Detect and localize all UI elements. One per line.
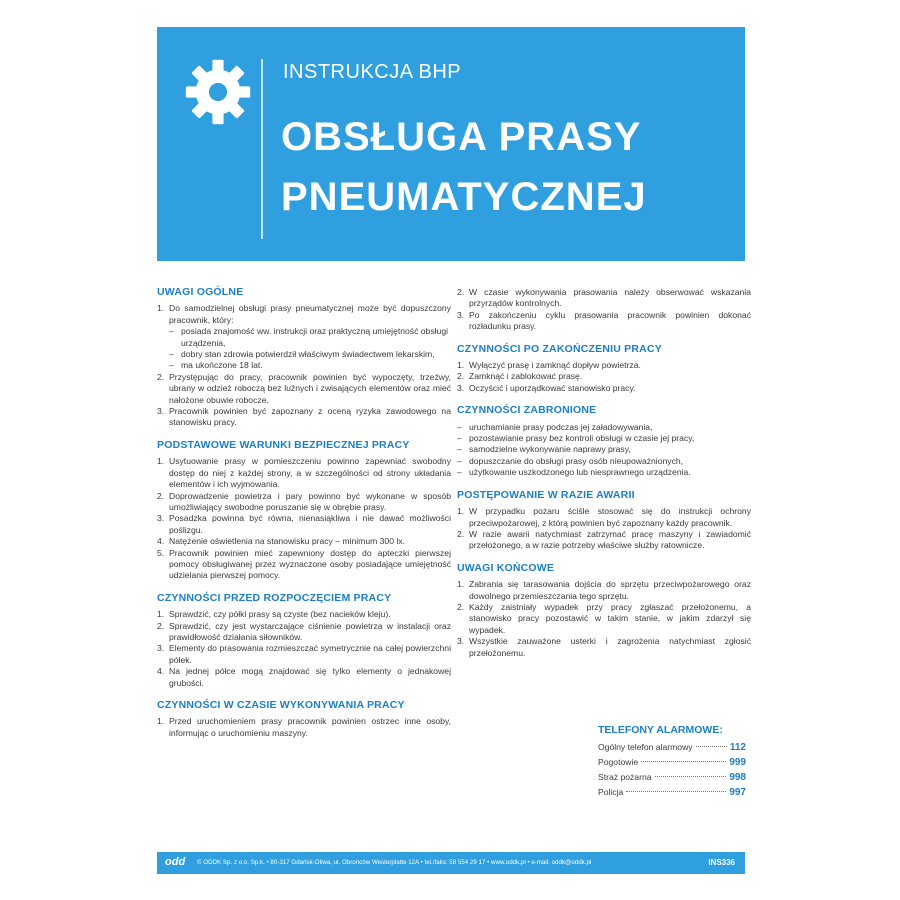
- list-item: 1. Do samodzielnej obsługi prasy pneumatycznej może być dopuszczony pracownik, który:: [157, 303, 451, 325]
- list-subitem: – ma ukończone 18 lat.: [169, 360, 263, 371]
- list-item: 2. W razie awarii natychmiast zatrzymać pracę maszyny i zawiadomić przełożonego, a w razie potrzeby właściwe służby ratownicze.: [457, 528, 751, 551]
- list-item: 3. Pracownik powinien być zapoznany z oceną ryzyka zawodowego na stanowisku pracy.: [157, 406, 451, 428]
- list-item: 2. Każdy zaistniały wypadek przy pracy zgłaszać przełożonemu, a stanowisko pracy pozostawić w takim stanie, w jakim zdarzył się wypadek.: [457, 601, 751, 635]
- phone-row: Straż pożarna 998: [598, 772, 746, 783]
- right-column: [457, 287, 751, 670]
- section-heading: PODSTAWOWE WARUNKI BEZPIECZNEJ PRACY: [157, 438, 410, 451]
- list-item: 3. Wszystkie zauważone usterki i zagrożenia natychmiast zgłosić przełożonemu.: [457, 636, 751, 658]
- title-line-2: PNEUMATYCZNEJ: [281, 175, 647, 219]
- section-heading: UWAGI OGÓLNE: [157, 286, 244, 298]
- title-line-1: OBSŁUGA PRASY: [281, 115, 642, 159]
- section-w-czasie-pracy: [157, 700, 451, 739]
- emergency-phones: [598, 724, 746, 802]
- list-item: 4. Natężenie oświetlenia na stanowisku pracy – minimum 300 lx.: [157, 536, 405, 547]
- list-item: 3. Elementy do prasowania rozmieszczać symetrycznie na całej powierzchni półek.: [157, 643, 451, 665]
- list-item: – samodzielne wykonywanie naprawy prasy,: [457, 444, 631, 455]
- section-przed-rozpoczeciem: [157, 593, 451, 689]
- section-heading: CZYNNOŚCI W CZASIE WYKONYWANIA PRACY: [157, 699, 405, 711]
- list-item: 1. W przypadku pożaru ściśle stosować się do instrukcji ochrony przeciwpożarowej, z którą powinien być zapoznany każdy pracownik.: [457, 506, 751, 528]
- publisher-logo: odd: [165, 856, 186, 868]
- section-heading: CZYNNOŚCI ZABRONIONE: [457, 404, 597, 417]
- list-item: – uruchamianie prasy podczas jej załadowywania,: [457, 421, 653, 432]
- list-item: 2. W czasie wykonywania prasowania należy obserwować wskazania przyrządów kontrolnych.: [457, 287, 751, 309]
- list-item: 1. Usytuowanie prasy w pomieszczeniu powinno zapewniać swobodny dostęp do niej z każdej strony, a w szczególności od strony układania elementów i ich wyjmowania.: [157, 456, 451, 490]
- section-podstawowe-warunki: [157, 440, 451, 582]
- list-item: 3. Oczyścić i uporządkować stanowisko pracy.: [457, 382, 636, 393]
- list-subitem: – posiada znajomość ww. instrukcji oraz praktyczną umiejętność obsługi urządzenia,: [169, 326, 449, 348]
- phone-row: Pogotowie 999: [598, 757, 746, 768]
- list-item: – pozostawianie prasy bez kontroli obsługi w czasie jej pracy,: [457, 433, 695, 444]
- list-subitem: – dobry stan zdrowia potwierdził właściwym świadectwem lekarskim,: [169, 349, 435, 360]
- gear-icon: [183, 57, 253, 127]
- footer-contact: © ODDK Sp. z o.o. Sp.k. • 80-317 Gdańsk-Oliwa, ul. Obrońców Westerplatte 12A • tel./faks: 58 554 29 17 • www.oddk.pl • e-mail: oddk@oddk.pl: [197, 859, 592, 866]
- document-code: INS336: [708, 858, 735, 867]
- section-po-zakonczeniu: [457, 344, 751, 395]
- list-item: 3. Posadzka powinna być równa, nienasiąkliwa i nie dawać możliwości poślizgu.: [157, 513, 451, 535]
- list-item: 5. Pracownik powinien mieć zapewniony dostęp do apteczki pierwszej pomocy obsługiwanej przez wyznaczone osoby posiadające umiejętność udzielania pierwszej pomocy.: [157, 547, 451, 581]
- section-w-czasie-pracy-cont: [457, 287, 751, 333]
- list-item: 3. Po zakończeniu cyklu prasowania pracownik powinien dokonać rozładunku prasy.: [457, 309, 751, 332]
- header-banner: [157, 27, 745, 261]
- footer-bar: [157, 852, 745, 874]
- phone-row: Policja 997: [598, 787, 746, 798]
- document-kicker: INSTRUKCJA BHP: [283, 61, 462, 83]
- list-item: 2. Sprawdzić, czy jest wystarczające ciśnienie powietrza w instalacji oraz prawidłowość działania siłowników.: [157, 620, 451, 642]
- left-column: [157, 287, 451, 750]
- section-uwagi-ogolne: [157, 287, 451, 429]
- section-uwagi-koncowe: [457, 563, 751, 659]
- list-item: 1. Zabrania się tarasowania dojścia do sprzętu przeciwpożarowego oraz dowolnego przemieszczania tego sprzętu.: [457, 579, 751, 601]
- list-item: 1. Wyłączyć prasę i zamknąć dopływ powietrza.: [457, 360, 641, 371]
- phone-row: Ogólny telefon alarmowy 112: [598, 742, 746, 753]
- section-heading: CZYNNOŚCI PRZED ROZPOCZĘCIEM PRACY: [157, 591, 392, 604]
- header-divider: [261, 59, 263, 239]
- phones-heading: TELEFONY ALARMOWE:: [598, 724, 723, 736]
- list-item: 1. Przed uruchomieniem prasy pracownik powinien ostrzec inne osoby, informując o uruchomieniu maszyny.: [157, 716, 451, 738]
- list-item: 1. Sprawdzić, czy półki prasy są czyste (bez nacieków kleju).: [157, 609, 391, 620]
- list-item: 2. Doprowadzenie powietrza i pary powinno być wykonane w sposób umożliwiający swobodne poruszanie się w obrębie prasy.: [157, 490, 451, 512]
- list-item: – użytkowanie uszkodzonego lub niesprawnego urządzenia.: [457, 467, 691, 478]
- section-awarie: [457, 490, 751, 552]
- list-item: – dopuszczanie do obsługi prasy osób nieupoważnionych,: [457, 455, 684, 466]
- section-heading: POSTĘPOWANIE W RAZIE AWARII: [457, 488, 635, 501]
- section-heading: CZYNNOŚCI PO ZAKOŃCZENIU PRACY: [457, 342, 662, 355]
- section-heading: UWAGI KOŃCOWE: [457, 561, 555, 574]
- list-item: 2. Zamknąć i zablokować prasę.: [457, 371, 583, 382]
- list-item: 2. Przystępując do pracy, pracownik powinien być wypoczęty, trzeźwy, ubrany w odzież roboczą bez luźnych i zwisających elementów oraz mieć nałożone obuwie robocze.: [157, 371, 451, 405]
- section-zabronione: [457, 405, 751, 478]
- document-title: [281, 107, 647, 227]
- list-item: 4. Na jednej półce mogą znajdować się tylko elementy o jednakowej grubości.: [157, 666, 451, 688]
